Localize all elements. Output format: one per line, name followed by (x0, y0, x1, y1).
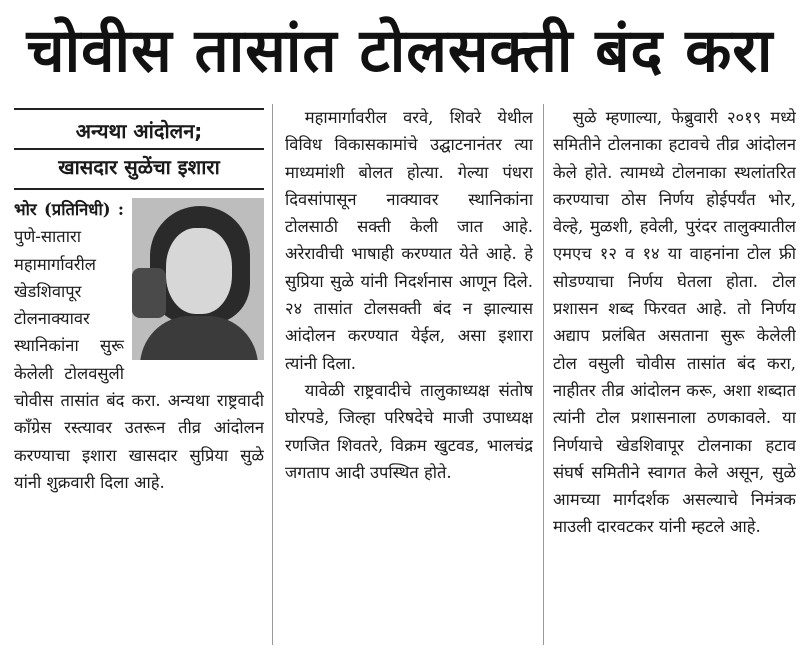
article-column-2 (285, 104, 533, 645)
article-body-p2: महामार्गावरील वरवे, शिवरे येथील विविध विकासकामांचे उद्घाटनानंतर त्या माध्यमांशी बोलत होत्या. गेल्या पंधरा दिवसांपासून नाक्यावर स्थानिकांना टोलसाठी सक्ती केली जात आहे. अरेरावीची भाषाही करण्यात येते आहे. हे सुप्रिया सुळे यांनी निदर्शनास आणून दिले. २४ तासांत टोलसक्ती बंद न झाल्यास आंदोलन करण्यात येईल, असा इशारा त्यांनी दिला. (285, 108, 533, 373)
article-body-p4: सुळे म्हणाल्या, फेब्रुवारी २०१९ मध्ये समितीने टोलनाका हटावचे तीव्र आंदोलन केले होते. त्यामध्ये टोलनाका स्थलांतरित करण्याचा ठोस निर्णय होईपर्यंत भोर, वेल्हे, मुळशी, हवेली, पुरंदर तालुक्यातील एमएच १२ व १४ या वाहनांना टोल फ्री सोडण्याचा निर्णय घेतला होता. टोल प्रशासन शब्द फिरवत आहे. तो निर्णय अद्याप प्रलंबित असताना सुरू केलेली टोल वसुली चोवीस तासांत बंद करा, नाहीतर तीव्र आंदोलन करू, अशा शब्दात त्यांनी टोल प्रशासनाला ठणकावले. या निर्णयाचे खेडशिवापूर टोलनाका हटाव संघर्ष समितीने स्वागत केले असून, सुळे आमच्या मार्गदर्शक असल्याचे निमंत्रक माउली दारवटकर यांनी म्हटले आहे. (553, 108, 796, 537)
article-column-3 (553, 104, 796, 645)
article-column-1 (14, 104, 264, 645)
subheadline-top-rule (14, 108, 264, 110)
subheadline-line-2: खासदार सुळेंचा इशारा (14, 148, 264, 182)
subheadline-bottom-rule (14, 188, 264, 190)
dateline: भोर (प्रतिनिधी) : (14, 200, 124, 219)
person-photo (132, 198, 264, 360)
subheadline (14, 116, 264, 182)
article-body-p3: यावेळी राष्ट्रवादीचे तालुकाध्यक्ष संतोष घोरपडे, जिल्हा परिषदेचे माजी उपाध्यक्ष रणजित शिवतरे, विक्रम खुटवड, भालचंद्र जगताप आदी उपस्थित होते. (285, 380, 533, 482)
column-divider (543, 104, 544, 645)
column-divider (272, 104, 273, 645)
article-body-p1: भोर (प्रतिनिधी) : पुणे-सातारा महामार्गावरील खेडशिवापूर टोलनाक्यावर स्थानिकांना सुरू केलेली टोलवसुली चोवीस तासांत बंद करा. अन्यथा राष्ट्रवादी काँग्रेस रस्त्यावर उतरून तीव्र आंदोलन करण्याचा इशारा खासदार सुप्रिया सुळे यांनी शुक्रवारी दिला आहे. (14, 200, 264, 492)
subheadline-line-1: अन्यथा आंदोलन; (75, 119, 203, 143)
headline: चोवीस तासांत टोलसक्ती बंद करा (26, 16, 774, 86)
